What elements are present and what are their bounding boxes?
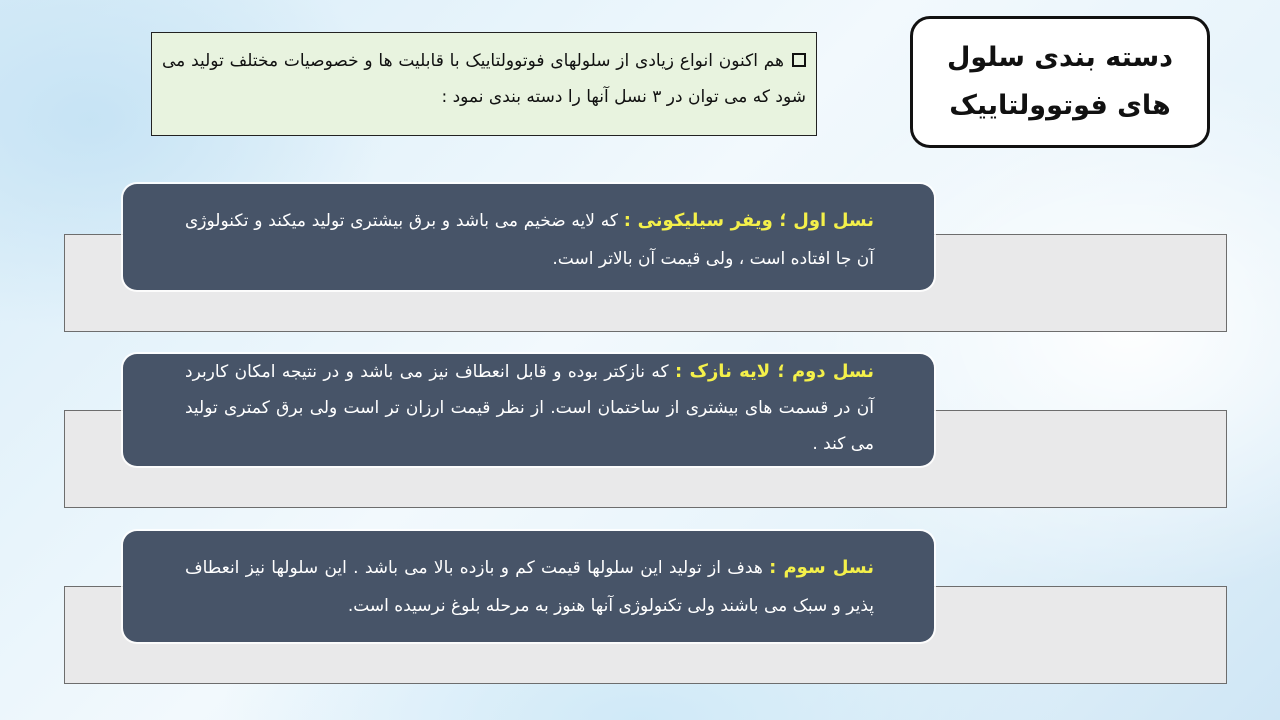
intro-text: هم اکنون انواع زیادی از سلولهای فوتوولتاییک با قابلیت ها و خصوصیات مختلف تولید می شود که می توان در ۳ نسل آنها را دسته بندی نمود : [162, 51, 806, 107]
gen3-heading: نسل سوم : [769, 557, 874, 578]
gen3-card [123, 531, 934, 642]
gen2-card [123, 354, 934, 466]
gen1-text: که لایه ضخیم می باشد و برق بیشتری تولید میکند و تکنولوژی آن جا افتاده است ، ولی قیمت آن بالاتر است. [185, 211, 874, 269]
gen3-text: هدف از تولید این سلولها قیمت کم و بازده بالا می باشد . این سلولها نیز انعطاف پذیر و سبک می باشند ولی تکنولوژی آنها هنوز به مرحله بلوغ نرسیده است. [185, 558, 874, 616]
gen2-text: که نازکتر بوده و قابل انعطاف نیز می باشد و در نتیجه امکان کاربرد آن در قسمت های بیشتری از ساختمان است. از نظر قیمت ارزان تر است ولی برق کمتری تولید می کند . [185, 362, 874, 454]
slide-title [910, 16, 1210, 148]
gen1-card [123, 184, 934, 290]
intro-box [151, 32, 817, 136]
gen2-heading: نسل دوم ؛ لایه نازک : [675, 361, 874, 382]
checkbox-bullet-icon [792, 53, 806, 67]
gen1-heading: نسل اول ؛ ویفر سیلیکونی : [623, 210, 874, 231]
slide-title-text: دسته بندی سلول های فوتوولتاییک [946, 42, 1174, 121]
